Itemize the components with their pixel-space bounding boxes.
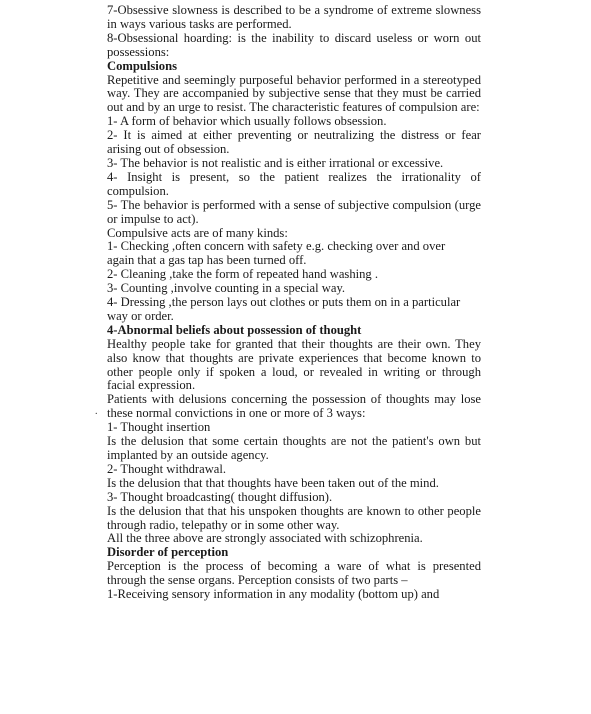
paragraph-compulsion-definition: Repetitive and seemingly purposeful behavior performed in a stereotyped way. They are accompanied by subjective sense that they must be carried out and by an urge to resist. The characteristic features of compulsion are: [107,72,481,115]
heading-compulsions: Compulsions [107,58,177,73]
list-item-dressing-cont: way or order. [107,308,174,323]
document-page [107,4,481,602]
list-item-dressing: 4- Dressing ,the person lays out clothes or puts them on in a particular [107,295,461,310]
list-item-thought-insertion: 1- Thought insertion [107,420,211,435]
paragraph-schizophrenia: All the three above are strongly associated with schizophrenia. [107,531,423,546]
list-item-receiving-sensory: 1-Receiving sensory information in any modality (bottom up) and [107,587,440,602]
list-item-compulsion-2: 2- It is aimed at either preventing or neutralizing the distress or fear arising out of obsession. [107,128,481,157]
paragraph-healthy-people: Healthy people take for granted that their thoughts are their own. They also know that thoughts are private experiences that become known to other people only if spoken a loud, or revealed in writing or through facial expression. [107,336,481,393]
list-item-compulsion-1: 1- A form of behavior which usually follows obsession. [107,114,387,129]
paragraph-thought-withdrawal: Is the delusion that that thoughts have been taken out of the mind. [107,475,439,490]
list-item-checking-cont: again that a gas tap has been turned off. [107,253,307,268]
paragraph-obsessional-hoarding: 8-Obsessional hoarding: is the inability to discard useless or worn out possessions: [107,30,481,59]
list-item-compulsion-3: 3- The behavior is not realistic and is either irrational or excessive. [107,155,444,170]
paragraph-delusions-possession: Patients with delusions concerning the possession of thoughts may lose these normal convictions in one or more of 3 ways: [107,392,481,421]
list-item-compulsion-4: 4- Insight is present, so the patient realizes the irrationality of compulsion. [107,169,481,198]
paragraph-compulsive-acts: Compulsive acts are of many kinds: [107,225,288,240]
heading-disorder-of-perception: Disorder of perception [107,545,229,560]
list-item-counting: 3- Counting ,involve counting in a special way. [107,281,346,296]
list-item-checking: 1- Checking ,often concern with safety e.g. checking over and over [107,239,446,254]
paragraph-perception: Perception is the process of becoming a ware of what is presented through the sense organs. Perception consists of two parts – [107,559,481,588]
heading-abnormal-beliefs: 4-Abnormal beliefs about possession of thought [107,322,362,337]
list-item-thought-withdrawal: 2- Thought withdrawal. [107,461,227,476]
paragraph-thought-insertion: Is the delusion that some certain thoughts are not the patient's own but implanted by an outside agency. [107,434,481,462]
paragraph-obsessive-slowness: 7-Obsessive slowness is described to be a syndrome of extreme slowness in ways various tasks are performed. [107,3,481,31]
stray-dot: . [95,406,98,417]
list-item-cleaning: 2- Cleaning ,take the form of repeated hand washing . [107,267,379,282]
paragraph-thought-broadcasting: Is the delusion that that his unspoken thoughts are known to other people through radio, telepathy or in some other way. [107,503,481,532]
list-item-thought-broadcasting: 3- Thought broadcasting( thought diffusion). [107,489,333,504]
list-item-compulsion-5: 5- The behavior is performed with a sense of subjective compulsion (urge or impulse to act). [107,197,481,226]
